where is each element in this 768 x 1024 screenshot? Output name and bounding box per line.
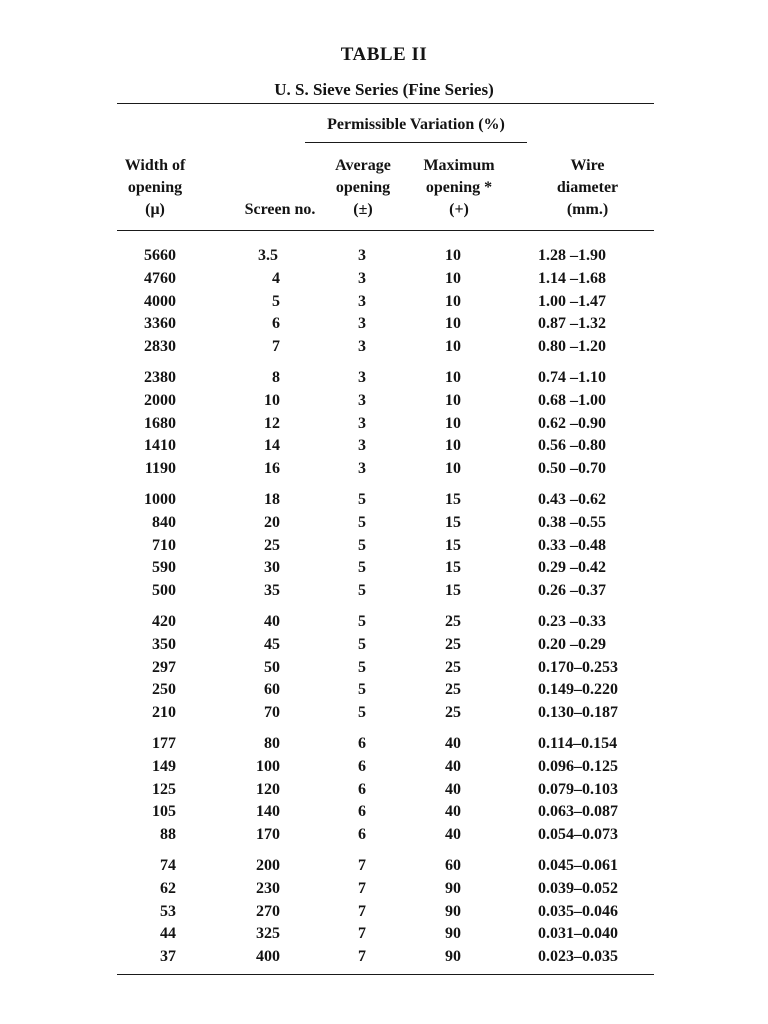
maximum-opening-cell: 10 [445, 414, 461, 432]
average-opening-cell: 5 [358, 704, 366, 722]
wire-diameter-cell: 0.035–0.046 [538, 902, 618, 920]
average-opening-cell: 7 [358, 857, 366, 874]
wire-diameter-cell: 1.00 –1.47 [538, 292, 606, 310]
wire-diameter-cell: 0.063–0.087 [538, 803, 618, 821]
wire-diameter-cell: 0.80 –1.20 [538, 338, 606, 356]
average-opening-cell: 6 [358, 826, 366, 844]
maximum-opening-cell: 15 [445, 491, 461, 508]
width-cell: 1680 [144, 414, 176, 432]
average-opening-cell: 5 [358, 613, 366, 630]
maximum-opening-cell: 25 [445, 635, 461, 653]
wire-diameter-cell: 0.045–0.061 [538, 857, 618, 874]
column-header-average-opening: Average opening (±) [335, 157, 391, 218]
average-opening-cell: 6 [358, 780, 366, 798]
width-cell: 105 [152, 803, 176, 821]
average-opening-cell: 3 [358, 269, 366, 287]
maximum-opening-cell: 25 [445, 658, 461, 676]
average-opening-cell: 3 [358, 437, 366, 455]
width-cell: 350 [152, 635, 176, 653]
average-opening-cell: 5 [358, 513, 366, 531]
column-header-maximum-opening: Maximum opening * (+) [423, 157, 495, 218]
table-subtitle: U. S. Sieve Series (Fine Series) [274, 80, 494, 99]
maximum-opening-cell: 10 [445, 460, 461, 478]
wire-diameter-cell: 0.149–0.220 [538, 681, 618, 699]
wire-diameter-cell: 0.130–0.187 [538, 704, 618, 722]
screen-cell: 3.5 [258, 247, 278, 264]
maximum-opening-cell: 90 [445, 879, 461, 897]
table-title: TABLE II [340, 44, 428, 65]
wire-diameter-cell: 0.023–0.035 [538, 948, 618, 966]
header-rule [117, 230, 654, 231]
average-opening-cell: 5 [358, 491, 366, 508]
average-opening-cell: 3 [358, 391, 366, 409]
wire-diameter-cell: 0.68 –1.00 [538, 391, 606, 409]
width-cell: 210 [152, 704, 176, 722]
column-header-width: Width of opening (μ) [124, 157, 186, 218]
average-opening-cell: 5 [358, 536, 366, 554]
width-cell: 62 [160, 879, 176, 897]
width-cell: 74 [160, 857, 176, 874]
maximum-opening-cell: 10 [445, 338, 461, 356]
average-opening-cell: 3 [358, 460, 366, 478]
average-opening-cell: 7 [358, 879, 366, 897]
wire-diameter-cell: 0.170–0.253 [538, 658, 618, 676]
screen-cell: 120 [256, 780, 280, 798]
width-cell: 1190 [144, 460, 176, 478]
width-cell: 297 [152, 658, 176, 676]
screen-cell: 25 [264, 536, 280, 554]
screen-cell: 80 [264, 735, 280, 752]
width-cell: 2830 [144, 338, 176, 356]
permissible-variation-header: Permissible Variation (%) [327, 116, 505, 133]
maximum-opening-cell: 10 [445, 315, 461, 333]
width-cell: 149 [152, 757, 176, 775]
maximum-opening-cell: 10 [445, 369, 461, 386]
screen-cell: 14 [264, 437, 280, 455]
maximum-opening-cell: 40 [445, 826, 461, 844]
width-cell: 3360 [144, 315, 176, 333]
average-opening-cell: 7 [358, 925, 366, 943]
top-rule [117, 103, 654, 104]
screen-cell: 60 [264, 681, 280, 699]
average-opening-cell: 3 [358, 292, 366, 310]
maximum-opening-cell: 40 [445, 757, 461, 775]
width-cell: 88 [160, 826, 176, 844]
screen-cell: 70 [264, 704, 280, 722]
wire-diameter-cell: 0.87 –1.32 [538, 315, 606, 333]
maximum-opening-cell: 25 [445, 613, 461, 630]
group-header-rule [305, 142, 527, 143]
width-cell: 125 [152, 780, 176, 798]
wire-diameter-cell: 0.33 –0.48 [538, 536, 606, 554]
screen-cell: 16 [264, 460, 280, 478]
wire-diameter-cell: 0.56 –0.80 [538, 437, 606, 455]
screen-cell: 45 [264, 635, 280, 653]
maximum-opening-cell: 15 [445, 582, 461, 600]
wire-diameter-cell: 0.43 –0.62 [538, 491, 606, 508]
bottom-rule [117, 974, 654, 975]
screen-cell: 400 [256, 948, 280, 966]
maximum-opening-cell: 15 [445, 559, 461, 577]
wire-diameter-cell: 0.38 –0.55 [538, 513, 606, 531]
wire-diameter-cell: 0.096–0.125 [538, 757, 618, 775]
maximum-opening-cell: 10 [445, 292, 461, 310]
width-cell: 420 [152, 613, 176, 630]
width-cell: 840 [152, 513, 176, 531]
screen-cell: 4 [272, 269, 280, 287]
width-cell: 2380 [144, 369, 176, 386]
maximum-opening-cell: 40 [445, 735, 461, 752]
screen-cell: 20 [264, 513, 280, 531]
screen-cell: 270 [256, 902, 280, 920]
average-opening-cell: 5 [358, 658, 366, 676]
screen-cell: 200 [256, 857, 280, 874]
screen-cell: 170 [256, 826, 280, 844]
wire-diameter-cell: 0.50 –0.70 [538, 460, 606, 478]
wire-diameter-cell: 0.26 –0.37 [538, 582, 606, 600]
width-cell: 5660 [144, 247, 176, 264]
wire-diameter-cell: 0.20 –0.29 [538, 635, 606, 653]
width-cell: 250 [152, 681, 176, 699]
average-opening-cell: 6 [358, 757, 366, 775]
width-cell: 44 [160, 925, 176, 943]
average-opening-cell: 7 [358, 948, 366, 966]
average-opening-cell: 5 [358, 681, 366, 699]
screen-cell: 30 [264, 559, 280, 577]
screen-cell: 8 [272, 369, 280, 386]
average-opening-cell: 3 [358, 315, 366, 333]
width-cell: 710 [152, 536, 176, 554]
width-cell: 1000 [144, 491, 176, 508]
width-cell: 1410 [144, 437, 176, 455]
screen-cell: 230 [256, 879, 280, 897]
maximum-opening-cell: 60 [445, 857, 461, 874]
maximum-opening-cell: 25 [445, 681, 461, 699]
wire-diameter-cell: 1.14 –1.68 [538, 269, 606, 287]
wire-diameter-cell: 0.039–0.052 [538, 879, 618, 897]
maximum-opening-cell: 10 [445, 269, 461, 287]
screen-cell: 6 [272, 315, 280, 333]
maximum-opening-cell: 90 [445, 902, 461, 920]
width-cell: 590 [152, 559, 176, 577]
width-cell: 53 [160, 902, 176, 920]
screen-cell: 18 [264, 491, 280, 508]
maximum-opening-cell: 10 [445, 247, 461, 264]
width-cell: 177 [152, 735, 176, 752]
wire-diameter-cell: 0.74 –1.10 [538, 369, 606, 386]
average-opening-cell: 3 [358, 369, 366, 386]
screen-cell: 7 [272, 338, 280, 356]
column-header-screen: Screen no. [244, 201, 316, 218]
screen-cell: 50 [264, 658, 280, 676]
average-opening-cell: 5 [358, 559, 366, 577]
screen-cell: 100 [256, 757, 280, 775]
wire-diameter-cell: 0.031–0.040 [538, 925, 618, 943]
average-opening-cell: 3 [358, 338, 366, 356]
screen-cell: 40 [264, 613, 280, 630]
maximum-opening-cell: 40 [445, 803, 461, 821]
width-cell: 4000 [144, 292, 176, 310]
width-cell: 2000 [144, 391, 176, 409]
average-opening-cell: 3 [358, 414, 366, 432]
average-opening-cell: 5 [358, 582, 366, 600]
average-opening-cell: 6 [358, 803, 366, 821]
wire-diameter-cell: 0.114–0.154 [538, 735, 618, 752]
wire-diameter-cell: 0.62 –0.90 [538, 414, 606, 432]
maximum-opening-cell: 15 [445, 513, 461, 531]
wire-diameter-cell: 0.079–0.103 [538, 780, 618, 798]
maximum-opening-cell: 25 [445, 704, 461, 722]
maximum-opening-cell: 10 [445, 391, 461, 409]
wire-diameter-cell: 1.28 –1.90 [538, 247, 606, 264]
average-opening-cell: 7 [358, 902, 366, 920]
screen-cell: 5 [272, 292, 280, 310]
average-opening-cell: 5 [358, 635, 366, 653]
width-cell: 500 [152, 582, 176, 600]
wire-diameter-cell: 0.23 –0.33 [538, 613, 606, 630]
maximum-opening-cell: 15 [445, 536, 461, 554]
maximum-opening-cell: 10 [445, 437, 461, 455]
width-cell: 4760 [144, 269, 176, 287]
maximum-opening-cell: 90 [445, 925, 461, 943]
wire-diameter-cell: 0.054–0.073 [538, 826, 618, 844]
maximum-opening-cell: 40 [445, 780, 461, 798]
maximum-opening-cell: 90 [445, 948, 461, 966]
screen-cell: 325 [256, 925, 280, 943]
screen-cell: 140 [256, 803, 280, 821]
screen-cell: 10 [264, 391, 280, 409]
average-opening-cell: 6 [358, 735, 366, 752]
width-cell: 37 [160, 948, 176, 966]
column-header-wire-diameter: Wire diameter (mm.) [556, 157, 619, 218]
wire-diameter-cell: 0.29 –0.42 [538, 559, 606, 577]
screen-cell: 35 [264, 582, 280, 600]
screen-cell: 12 [264, 414, 280, 432]
average-opening-cell: 3 [358, 247, 366, 264]
